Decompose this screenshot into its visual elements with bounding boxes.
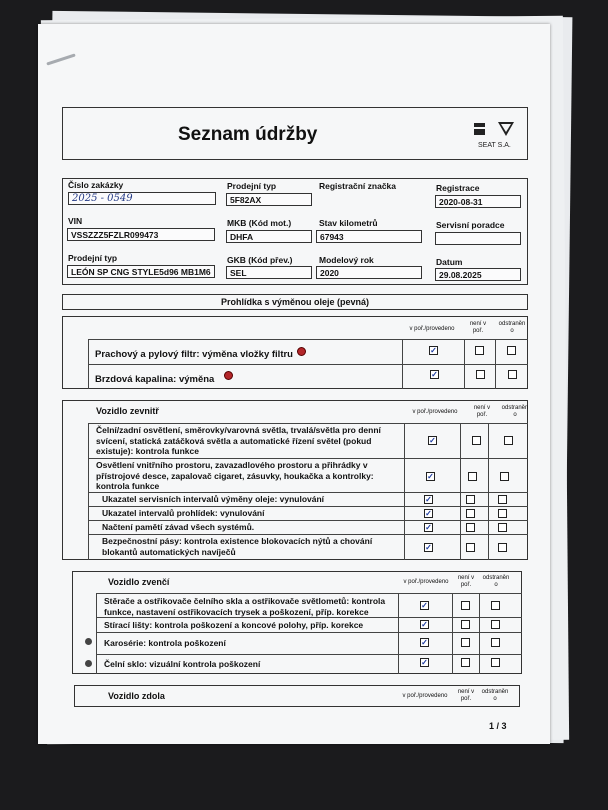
col-not-ok-header: není v poř. [457,575,475,588]
col-divider [488,423,489,560]
checkbox-removed[interactable] [498,543,507,552]
checkbox-removed[interactable] [491,620,500,629]
service-advisor-value [435,232,521,245]
model-year-value: 2020 [316,266,422,279]
row-divider [88,506,528,507]
marker-dot-icon [297,347,306,356]
col-divider [96,593,97,674]
col-not-ok-header: není v poř. [473,405,491,418]
col-done-header: v poř./provedeno [403,579,449,585]
service-advisor-label: Servisní poradce [436,220,505,230]
checkbox-not-ok[interactable] [466,523,475,532]
date-value: 29.08.2025 [435,268,521,281]
col-removed-header: odstraněn o [501,405,529,418]
col-done-header: v poř./provedeno [412,409,458,415]
page-number: 1 / 3 [489,721,507,731]
km-label: Stav kilometrů [319,218,378,228]
checkbox-done[interactable]: ✓ [431,370,438,379]
col-not-ok-header: není v poř. [469,321,487,334]
gkb-value: SEL [226,266,312,279]
gkb-label: GKB (Kód přev.) [227,255,293,265]
col-divider [88,423,89,560]
col-divider [398,593,399,674]
checkbox-done[interactable]: ✓ [430,346,437,355]
seat-logo-icon [474,120,514,138]
model-year-label: Modelový rok [319,255,374,265]
col-divider [460,423,461,560]
checkbox-removed[interactable] [508,370,517,379]
col-divider [404,423,405,560]
checkbox-removed[interactable] [498,495,507,504]
checkbox-done[interactable]: ✓ [425,523,432,532]
checkbox-removed[interactable] [498,509,507,518]
checkbox-done[interactable]: ✓ [425,509,432,518]
col-not-ok-header: není v poř. [457,689,475,702]
row-divider [96,593,522,594]
col-divider [402,339,403,389]
row-divider [88,423,528,424]
row-divider [88,534,528,535]
sales-type-2-label: Prodejní typ [68,253,118,263]
checkbox-not-ok[interactable] [461,658,470,667]
checkbox-removed[interactable] [491,638,500,647]
registration-value: 2020-08-31 [435,195,521,208]
checkbox-removed[interactable] [500,472,509,481]
checkbox-removed[interactable] [491,658,500,667]
checkbox-not-ok[interactable] [461,638,470,647]
checkbox-removed[interactable] [507,346,516,355]
checkbox-not-ok[interactable] [466,509,475,518]
checkbox-done[interactable]: ✓ [427,472,434,481]
radio-bullet [85,638,92,645]
row-divider [88,458,528,459]
col-done-header: v poř./provedeno [409,326,455,332]
mkb-value: DHFA [226,230,312,243]
list-item: Čelní/zadní osvětlení, směrovky/varovná světla, trvalá/světla pro denní svícení, statická zatáčková světla a automatické řízení světel (pokud existuje): kontrola funkce [96,425,381,456]
col-done-header: v poř./provedeno [402,693,448,699]
col-removed-header: odstraněn o [482,575,510,588]
sales-type-2-value: LEÓN SP CNG STYLE5d96 MB1M6 [67,265,215,278]
checkbox-done[interactable]: ✓ [425,495,432,504]
inspection-title: Prohlídka s výměnou oleje (pevná) [220,297,370,307]
vin-label: VIN [68,216,83,226]
section-title: Vozidlo zdola [108,691,165,701]
km-value: 67943 [316,230,422,243]
list-item: Načtení pamětí závad všech systémů. [102,522,255,532]
col-divider [464,339,465,389]
row-divider [88,520,528,521]
vin-value: VSSZZZ5FZLR099473 [67,228,215,241]
page-title: Seznam údržby [178,124,318,145]
brand-name: SEAT S.A. [478,142,511,149]
list-item: Brzdová kapalina: výměna [95,374,215,385]
row-divider [96,617,522,618]
customer-no-value: 2025 - 0549 [68,192,216,205]
list-item: Prachový a pylový filtr: výměna vložky filtru [95,349,293,360]
checkbox-not-ok[interactable] [475,346,484,355]
checkbox-done[interactable]: ✓ [421,638,428,647]
checkbox-done[interactable]: ✓ [429,436,436,445]
mkb-label: MKB (Kód mot.) [227,218,292,228]
col-divider [452,593,453,674]
list-item: Ukazatel servisních intervalů výměny oleje: vynulování [102,494,325,504]
checkbox-done[interactable]: ✓ [425,543,432,552]
registration-label: Registrace [436,183,480,193]
sales-type-label: Prodejní typ [227,181,277,191]
checkbox-not-ok[interactable] [466,495,475,504]
checkbox-not-ok[interactable] [461,620,470,629]
list-item: Čelní sklo: vizuální kontrola poškození [104,659,261,669]
col-divider [479,593,480,674]
row-divider [96,632,522,633]
row-divider [88,492,528,493]
section-title: Vozidlo zevnitř [96,406,159,416]
checkbox-not-ok[interactable] [476,370,485,379]
registration-mark-label: Registrační značka [319,181,397,191]
checkbox-removed[interactable] [498,523,507,532]
row-divider [88,339,528,340]
checkbox-removed[interactable] [504,436,513,445]
section-title: Vozidlo zvenčí [108,577,170,587]
checkbox-done[interactable]: ✓ [421,620,428,629]
checkbox-not-ok[interactable] [461,601,470,610]
list-item: Karosérie: kontrola poškození [104,638,226,648]
row-divider [88,364,528,365]
row-divider [96,654,522,655]
col-divider [495,339,496,389]
checkbox-removed[interactable] [491,601,500,610]
radio-bullet [85,660,92,667]
list-item: Ukazatel intervalů prohlídek: vynulování [102,508,265,518]
marker-dot-icon [224,371,233,380]
col-removed-header: odstraněn o [498,321,526,334]
list-item: Stírací lišty: kontrola poškození a koncové polohy, příp. korekce [104,620,364,630]
list-item: Osvětlení vnitřního prostoru, zavazadlového prostoru a přihrádky v přístrojové desce, zapalovač cigaret, zásuvky, houkačka a kontrolky: kontrola funkce [96,460,374,491]
sales-type-value: 5F82AX [226,193,312,206]
col-removed-header: odstraněn o [481,689,509,702]
checkbox-done[interactable]: ✓ [421,601,428,610]
checkbox-done[interactable]: ✓ [421,658,428,667]
col-divider [88,339,89,389]
checkbox-not-ok[interactable] [472,436,481,445]
checkbox-not-ok[interactable] [466,543,475,552]
checkbox-not-ok[interactable] [468,472,477,481]
customer-no-label: Číslo zakázky [68,180,124,190]
date-label: Datum [436,257,463,267]
list-item: Bezpečnostní pásy: kontrola existence blokovacích nýtů a chování blokantů automatických navíječů [102,536,373,557]
list-item: Stěrače a ostřikovače čelního skla a ostřikovače světlometů: kontrola funkce, nastavení ostřikovacích trysek a poškození, příp. korekce [104,596,386,617]
